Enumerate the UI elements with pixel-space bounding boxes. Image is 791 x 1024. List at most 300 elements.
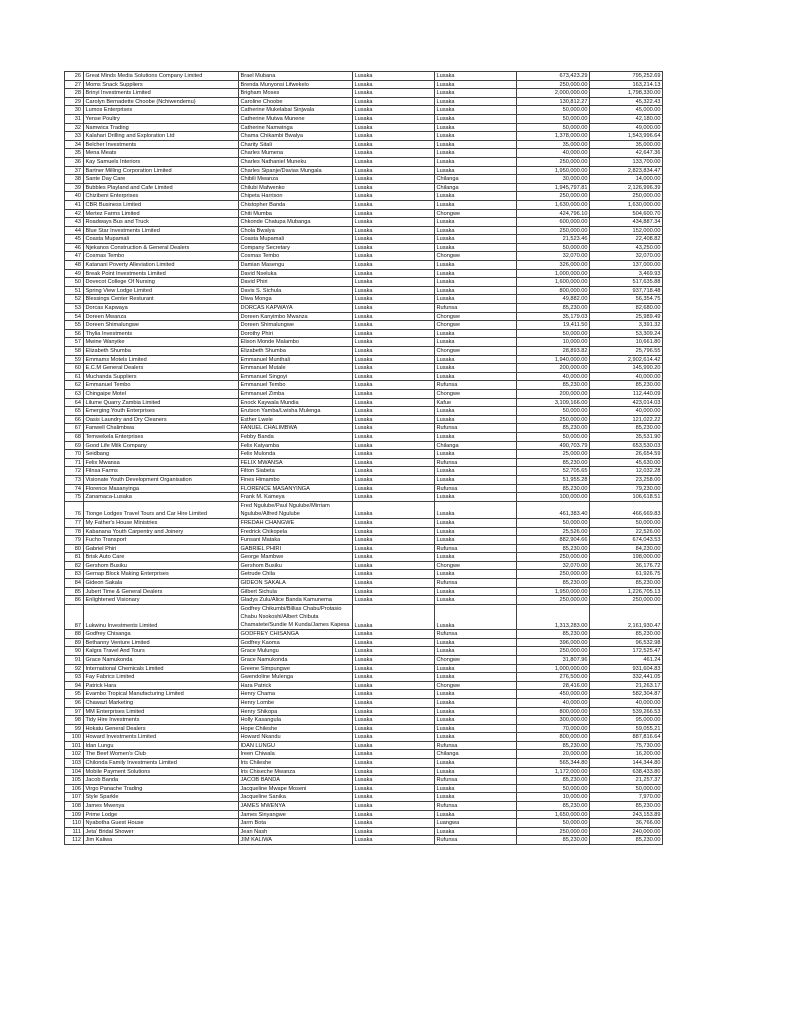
business-name-cell: Thylia Investments bbox=[84, 329, 239, 338]
business-name-cell: Jubert Time & General Dealers bbox=[84, 587, 239, 596]
table-row bbox=[65, 655, 663, 664]
province-cell: Lusaka bbox=[353, 123, 435, 132]
row-index-cell: 84 bbox=[65, 579, 84, 588]
table-row bbox=[65, 484, 663, 493]
table-row bbox=[65, 106, 663, 115]
amount-2-cell: 14,000.00 bbox=[590, 175, 663, 184]
owner-name-cell: Godfrey Chikumbi/Billias Chabu/Protasio Chabu Nsokoshi/Albert Chibuta Chamatete/Sundie M Kunda/James Kapesa bbox=[239, 604, 353, 629]
amount-1-cell: 565,344.80 bbox=[517, 759, 590, 768]
business-name-cell: Idan Lungu bbox=[84, 741, 239, 750]
province-cell: Lusaka bbox=[353, 175, 435, 184]
business-name-cell: Doreen Mwanza bbox=[84, 312, 239, 321]
province-cell: Lusaka bbox=[353, 321, 435, 330]
row-index-cell: 51 bbox=[65, 286, 84, 295]
province-cell: Lusaka bbox=[353, 553, 435, 562]
row-index-cell: 32 bbox=[65, 123, 84, 132]
business-name-cell: Bartner Milling Corporation Limited bbox=[84, 166, 239, 175]
row-index-cell: 56 bbox=[65, 329, 84, 338]
amount-2-cell: 10,661.80 bbox=[590, 338, 663, 347]
amount-2-cell: 1,226,705.13 bbox=[590, 587, 663, 596]
owner-name-cell: Gladys Zulu/Alice Banda Kamunema bbox=[239, 596, 353, 605]
district-cell: Rufunsa bbox=[435, 776, 517, 785]
table-row bbox=[65, 579, 663, 588]
owner-name-cell: Emmanuel Singoyi bbox=[239, 372, 353, 381]
province-cell: Lusaka bbox=[353, 596, 435, 605]
amount-2-cell: 653,530.03 bbox=[590, 441, 663, 450]
table-row bbox=[65, 132, 663, 141]
amount-2-cell: 504,600.70 bbox=[590, 209, 663, 218]
amount-2-cell: 85,230.00 bbox=[590, 579, 663, 588]
amount-1-cell: 490,703.79 bbox=[517, 441, 590, 450]
province-cell: Lusaka bbox=[353, 355, 435, 364]
amount-1-cell: 85,230.00 bbox=[517, 776, 590, 785]
table-row bbox=[65, 707, 663, 716]
table-row bbox=[65, 819, 663, 828]
business-name-cell: Brisk Auto Care bbox=[84, 553, 239, 562]
amount-1-cell: 326,000.00 bbox=[517, 261, 590, 270]
business-name-cell: Spring View Lodge Limited bbox=[84, 286, 239, 295]
amount-2-cell: 85,230.00 bbox=[590, 802, 663, 811]
district-cell: Rufunsa bbox=[435, 424, 517, 433]
amount-1-cell: 32,070.00 bbox=[517, 252, 590, 261]
row-index-cell: 77 bbox=[65, 518, 84, 527]
province-cell: Lusaka bbox=[353, 209, 435, 218]
amount-2-cell: 133,700.00 bbox=[590, 157, 663, 166]
business-name-cell: CBR Business Limited bbox=[84, 200, 239, 209]
district-cell: Rufunsa bbox=[435, 579, 517, 588]
table-row bbox=[65, 475, 663, 484]
table-row bbox=[65, 183, 663, 192]
row-index-cell: 41 bbox=[65, 200, 84, 209]
business-name-cell: Howard Investments Limited bbox=[84, 733, 239, 742]
amount-1-cell: 200,000.00 bbox=[517, 364, 590, 373]
district-cell: Lusaka bbox=[435, 226, 517, 235]
row-index-cell: 46 bbox=[65, 243, 84, 252]
row-index-cell: 35 bbox=[65, 149, 84, 158]
business-name-cell: Bubbles Playland and Cafe Limited bbox=[84, 183, 239, 192]
district-cell: Rufunsa bbox=[435, 630, 517, 639]
row-index-cell: 66 bbox=[65, 415, 84, 424]
district-cell: Lusaka bbox=[435, 80, 517, 89]
amount-1-cell: 85,230.00 bbox=[517, 484, 590, 493]
amount-2-cell: 45,322.43 bbox=[590, 97, 663, 106]
row-index-cell: 48 bbox=[65, 261, 84, 270]
amount-2-cell: 45,000.00 bbox=[590, 106, 663, 115]
owner-name-cell: David Nseluka bbox=[239, 269, 353, 278]
district-cell: Lusaka bbox=[435, 707, 517, 716]
owner-name-cell: Chiti Mumba bbox=[239, 209, 353, 218]
business-name-cell: Chizibeni Enterprises bbox=[84, 192, 239, 201]
amount-1-cell: 250,000.00 bbox=[517, 570, 590, 579]
table-row bbox=[65, 200, 663, 209]
amount-1-cell: 52,705.65 bbox=[517, 467, 590, 476]
amount-1-cell: 450,000.00 bbox=[517, 690, 590, 699]
amount-1-cell: 2,000,000.00 bbox=[517, 89, 590, 98]
business-name-cell: Emmanuel Tembo bbox=[84, 381, 239, 390]
district-cell: Lusaka bbox=[435, 218, 517, 227]
owner-name-cell: GIDEON SAKALA bbox=[239, 579, 353, 588]
district-cell: Lusaka bbox=[435, 286, 517, 295]
owner-name-cell: Grace Mulungu bbox=[239, 647, 353, 656]
province-cell: Lusaka bbox=[353, 149, 435, 158]
amount-1-cell: 50,000.00 bbox=[517, 784, 590, 793]
district-cell: Chongwe bbox=[435, 321, 517, 330]
business-name-cell: Fanwell Chalimbwa bbox=[84, 424, 239, 433]
amount-1-cell: 85,230.00 bbox=[517, 458, 590, 467]
amount-1-cell: 35,000.00 bbox=[517, 140, 590, 149]
amount-1-cell: 28,416.00 bbox=[517, 681, 590, 690]
district-cell: Chongwe bbox=[435, 312, 517, 321]
table-row bbox=[65, 166, 663, 175]
owner-name-cell: Ireen Chiwala bbox=[239, 750, 353, 759]
table-row bbox=[65, 664, 663, 673]
row-index-cell: 104 bbox=[65, 767, 84, 776]
amount-1-cell: 32,070.00 bbox=[517, 561, 590, 570]
amount-2-cell: 12,032.28 bbox=[590, 467, 663, 476]
amount-1-cell: 200,000.00 bbox=[517, 389, 590, 398]
row-index-cell: 83 bbox=[65, 570, 84, 579]
row-index-cell: 74 bbox=[65, 484, 84, 493]
amount-2-cell: 434,887.34 bbox=[590, 218, 663, 227]
table-row bbox=[65, 218, 663, 227]
table-row bbox=[65, 802, 663, 811]
amount-2-cell: 23,258.00 bbox=[590, 475, 663, 484]
business-name-cell: Mobile Payment Solutions bbox=[84, 767, 239, 776]
amount-1-cell: 1,940,000.00 bbox=[517, 355, 590, 364]
district-cell: Chilanga bbox=[435, 750, 517, 759]
table-row bbox=[65, 647, 663, 656]
row-index-cell: 68 bbox=[65, 432, 84, 441]
table-row bbox=[65, 716, 663, 725]
business-name-cell: Gernap Block Making Enterprises bbox=[84, 570, 239, 579]
table-row bbox=[65, 304, 663, 313]
amount-2-cell: 106,618.51 bbox=[590, 493, 663, 502]
amount-1-cell: 31,807.96 bbox=[517, 655, 590, 664]
business-name-cell: Coasta Mupamali bbox=[84, 235, 239, 244]
business-name-cell: Chawazi Marketing bbox=[84, 698, 239, 707]
amount-1-cell: 673,423.29 bbox=[517, 72, 590, 81]
amount-1-cell: 1,378,000.00 bbox=[517, 132, 590, 141]
table-row bbox=[65, 784, 663, 793]
province-cell: Lusaka bbox=[353, 415, 435, 424]
amount-1-cell: 50,000.00 bbox=[517, 106, 590, 115]
row-index-cell: 45 bbox=[65, 235, 84, 244]
owner-name-cell: Catherine Namwinga bbox=[239, 123, 353, 132]
amount-2-cell: 96,532.98 bbox=[590, 638, 663, 647]
business-name-cell: Break Point Investments Limited bbox=[84, 269, 239, 278]
table-row bbox=[65, 432, 663, 441]
amount-2-cell: 21,263.17 bbox=[590, 681, 663, 690]
district-cell: Lusaka bbox=[435, 759, 517, 768]
owner-name-cell: Caroline Choobe bbox=[239, 97, 353, 106]
province-cell: Lusaka bbox=[353, 295, 435, 304]
business-name-cell: Godfrey Chisanga bbox=[84, 630, 239, 639]
owner-name-cell: Dorothy Phiri bbox=[239, 329, 353, 338]
amount-1-cell: 10,000.00 bbox=[517, 338, 590, 347]
table-row bbox=[65, 364, 663, 373]
business-name-cell: Seidbang bbox=[84, 450, 239, 459]
table-row bbox=[65, 741, 663, 750]
district-cell: Lusaka bbox=[435, 295, 517, 304]
row-index-cell: 93 bbox=[65, 673, 84, 682]
amount-2-cell: 163,214.13 bbox=[590, 80, 663, 89]
business-name-cell: Kabanana Youth Carpentry and Joinery bbox=[84, 527, 239, 536]
owner-name-cell: George Mambwe bbox=[239, 553, 353, 562]
business-name-cell: Fay Fabrics Limited bbox=[84, 673, 239, 682]
province-cell: Lusaka bbox=[353, 235, 435, 244]
province-cell: Lusaka bbox=[353, 716, 435, 725]
row-index-cell: 55 bbox=[65, 321, 84, 330]
business-name-cell: Enlightened Visionary bbox=[84, 596, 239, 605]
owner-name-cell: JIM KALIWA bbox=[239, 836, 353, 845]
amount-2-cell: 3,469.93 bbox=[590, 269, 663, 278]
province-cell: Lusaka bbox=[353, 304, 435, 313]
business-name-cell: Dovecot College Of Nursing bbox=[84, 278, 239, 287]
row-index-cell: 73 bbox=[65, 475, 84, 484]
amount-2-cell: 36,176.72 bbox=[590, 561, 663, 570]
amount-1-cell: 250,000.00 bbox=[517, 415, 590, 424]
owner-name-cell: Elizabeth Shumba bbox=[239, 347, 353, 356]
owner-name-cell: Greene Simpungwe bbox=[239, 664, 353, 673]
province-cell: Lusaka bbox=[353, 784, 435, 793]
owner-name-cell: Gershom Busiku bbox=[239, 561, 353, 570]
amount-2-cell: 198,000.00 bbox=[590, 553, 663, 562]
owner-name-cell: Gilbert Sichula bbox=[239, 587, 353, 596]
table-row bbox=[65, 441, 663, 450]
owner-name-cell: IDAN LUNGU bbox=[239, 741, 353, 750]
amount-1-cell: 50,000.00 bbox=[517, 243, 590, 252]
table-row bbox=[65, 252, 663, 261]
amount-1-cell: 1,172,000.00 bbox=[517, 767, 590, 776]
row-index-cell: 37 bbox=[65, 166, 84, 175]
owner-name-cell: Fines Himambo bbox=[239, 475, 353, 484]
business-name-cell: Visionate Youth Development Organisation bbox=[84, 475, 239, 484]
province-cell: Lusaka bbox=[353, 450, 435, 459]
province-cell: Lusaka bbox=[353, 724, 435, 733]
table-row bbox=[65, 424, 663, 433]
district-cell: Lusaka bbox=[435, 596, 517, 605]
district-cell: Rufunsa bbox=[435, 802, 517, 811]
table-row bbox=[65, 72, 663, 81]
amount-2-cell: 1,630,000.00 bbox=[590, 200, 663, 209]
row-index-cell: 63 bbox=[65, 389, 84, 398]
province-cell: Lusaka bbox=[353, 252, 435, 261]
province-cell: Lusaka bbox=[353, 793, 435, 802]
district-cell: Lusaka bbox=[435, 793, 517, 802]
province-cell: Lusaka bbox=[353, 200, 435, 209]
amount-2-cell: 539,266.53 bbox=[590, 707, 663, 716]
table-row bbox=[65, 140, 663, 149]
district-cell: Lusaka bbox=[435, 475, 517, 484]
row-index-cell: 75 bbox=[65, 493, 84, 502]
province-cell: Lusaka bbox=[353, 424, 435, 433]
row-index-cell: 49 bbox=[65, 269, 84, 278]
amount-2-cell: 22,526.00 bbox=[590, 527, 663, 536]
owner-name-cell: Iris Chileshe bbox=[239, 759, 353, 768]
table-row bbox=[65, 544, 663, 553]
province-cell: Lusaka bbox=[353, 767, 435, 776]
row-index-cell: 42 bbox=[65, 209, 84, 218]
province-cell: Lusaka bbox=[353, 664, 435, 673]
province-cell: Lusaka bbox=[353, 97, 435, 106]
province-cell: Lusaka bbox=[353, 733, 435, 742]
amount-2-cell: 332,441.05 bbox=[590, 673, 663, 682]
business-name-cell: Zanamaca-Lusaka bbox=[84, 493, 239, 502]
table-row bbox=[65, 750, 663, 759]
province-cell: Lusaka bbox=[353, 741, 435, 750]
row-index-cell: 65 bbox=[65, 407, 84, 416]
owner-name-cell: FELIX MWANSA bbox=[239, 458, 353, 467]
table-row bbox=[65, 89, 663, 98]
district-cell: Rufunsa bbox=[435, 484, 517, 493]
table-row bbox=[65, 518, 663, 527]
row-index-cell: 29 bbox=[65, 97, 84, 106]
table-row bbox=[65, 329, 663, 338]
table-row bbox=[65, 321, 663, 330]
business-name-cell: Felix Mwansa bbox=[84, 458, 239, 467]
amount-1-cell: 85,230.00 bbox=[517, 304, 590, 313]
amount-2-cell: 7,970.00 bbox=[590, 793, 663, 802]
table-row bbox=[65, 226, 663, 235]
amount-2-cell: 795,252.69 bbox=[590, 72, 663, 81]
row-index-cell: 33 bbox=[65, 132, 84, 141]
table-row bbox=[65, 638, 663, 647]
row-index-cell: 100 bbox=[65, 733, 84, 742]
owner-name-cell: Esther Lwele bbox=[239, 415, 353, 424]
province-cell: Lusaka bbox=[353, 467, 435, 476]
amount-2-cell: 887,816.64 bbox=[590, 733, 663, 742]
row-index-cell: 95 bbox=[65, 690, 84, 699]
business-name-cell: Prime Lodge bbox=[84, 810, 239, 819]
amount-2-cell: 931,604.83 bbox=[590, 664, 663, 673]
business-name-cell: Lukwinu Investments Limited bbox=[84, 604, 239, 629]
amount-2-cell: 35,000.00 bbox=[590, 140, 663, 149]
row-index-cell: 86 bbox=[65, 596, 84, 605]
amount-2-cell: 16,200.00 bbox=[590, 750, 663, 759]
business-name-cell: Doreen Shimalungwe bbox=[84, 321, 239, 330]
amount-1-cell: 800,000.00 bbox=[517, 286, 590, 295]
amount-2-cell: 172,525.47 bbox=[590, 647, 663, 656]
district-cell: Lusaka bbox=[435, 123, 517, 132]
province-cell: Lusaka bbox=[353, 407, 435, 416]
row-index-cell: 107 bbox=[65, 793, 84, 802]
district-cell: Rufunsa bbox=[435, 544, 517, 553]
district-cell: Lusaka bbox=[435, 587, 517, 596]
amount-2-cell: 582,304.87 bbox=[590, 690, 663, 699]
province-cell: Lusaka bbox=[353, 166, 435, 175]
amount-2-cell: 461.24 bbox=[590, 655, 663, 664]
amount-1-cell: 800,000.00 bbox=[517, 707, 590, 716]
province-cell: Lusaka bbox=[353, 312, 435, 321]
row-index-cell: 47 bbox=[65, 252, 84, 261]
business-name-cell: Jeta' Bridal Shower bbox=[84, 827, 239, 836]
amount-2-cell: 144,344.80 bbox=[590, 759, 663, 768]
table-row bbox=[65, 458, 663, 467]
table-row bbox=[65, 673, 663, 682]
business-name-cell: My Father's House Ministries bbox=[84, 518, 239, 527]
row-index-cell: 97 bbox=[65, 707, 84, 716]
amount-2-cell: 49,000.00 bbox=[590, 123, 663, 132]
business-name-cell: Carolyn Bernadette Choobe (Nchiwendemu) bbox=[84, 97, 239, 106]
amount-1-cell: 30,000.00 bbox=[517, 175, 590, 184]
province-cell: Lusaka bbox=[353, 698, 435, 707]
amount-1-cell: 1,313,283.00 bbox=[517, 604, 590, 629]
row-index-cell: 44 bbox=[65, 226, 84, 235]
owner-name-cell: GABRIEL PHIRI bbox=[239, 544, 353, 553]
amount-1-cell: 28,893.82 bbox=[517, 347, 590, 356]
province-cell: Lusaka bbox=[353, 802, 435, 811]
province-cell: Lusaka bbox=[353, 561, 435, 570]
district-cell: Lusaka bbox=[435, 604, 517, 629]
owner-name-cell: Jean Nash bbox=[239, 827, 353, 836]
row-index-cell: 69 bbox=[65, 441, 84, 450]
table-row bbox=[65, 810, 663, 819]
owner-name-cell: Holly Kasangula bbox=[239, 716, 353, 725]
owner-name-cell: Chilubi Mafwenko bbox=[239, 183, 353, 192]
province-cell: Lusaka bbox=[353, 570, 435, 579]
business-name-cell: Evambo Tropical Manufacturing Limited bbox=[84, 690, 239, 699]
province-cell: Lusaka bbox=[353, 836, 435, 845]
amount-1-cell: 85,230.00 bbox=[517, 381, 590, 390]
owner-name-cell: Grace Namukonda bbox=[239, 655, 353, 664]
owner-name-cell: David Phiri bbox=[239, 278, 353, 287]
amount-2-cell: 35,531.90 bbox=[590, 432, 663, 441]
owner-name-cell: Brenda Munyonsi Lifwekelo bbox=[239, 80, 353, 89]
owner-name-cell: Chibili Mwanza bbox=[239, 175, 353, 184]
row-index-cell: 87 bbox=[65, 604, 84, 629]
row-index-cell: 34 bbox=[65, 140, 84, 149]
amount-2-cell: 240,000.00 bbox=[590, 827, 663, 836]
row-index-cell: 28 bbox=[65, 89, 84, 98]
table-row bbox=[65, 527, 663, 536]
owner-name-cell: Damian Masengu bbox=[239, 261, 353, 270]
table-row bbox=[65, 793, 663, 802]
business-name-cell: Florence Masanyinga bbox=[84, 484, 239, 493]
province-cell: Lusaka bbox=[353, 484, 435, 493]
district-cell: Chongwe bbox=[435, 681, 517, 690]
owner-name-cell: Brael Mubana bbox=[239, 72, 353, 81]
row-index-cell: 105 bbox=[65, 776, 84, 785]
table-row bbox=[65, 80, 663, 89]
amount-2-cell: 40,000.00 bbox=[590, 407, 663, 416]
district-cell: Chongwe bbox=[435, 655, 517, 664]
district-cell: Lusaka bbox=[435, 716, 517, 725]
amount-2-cell: 2,161,930.47 bbox=[590, 604, 663, 629]
amount-1-cell: 40,000.00 bbox=[517, 698, 590, 707]
owner-name-cell: FANUEL CHALIMBWA bbox=[239, 424, 353, 433]
amount-1-cell: 250,000.00 bbox=[517, 192, 590, 201]
business-name-cell: E.C.M General Dealers bbox=[84, 364, 239, 373]
district-cell: Rufunsa bbox=[435, 458, 517, 467]
province-cell: Lusaka bbox=[353, 810, 435, 819]
province-cell: Lusaka bbox=[353, 501, 435, 518]
business-name-cell: Chingaipe Motel bbox=[84, 389, 239, 398]
amount-1-cell: 130,812.27 bbox=[517, 97, 590, 106]
amount-1-cell: 85,230.00 bbox=[517, 802, 590, 811]
amount-1-cell: 85,230.00 bbox=[517, 424, 590, 433]
province-cell: Lusaka bbox=[353, 681, 435, 690]
district-cell: Lusaka bbox=[435, 673, 517, 682]
amount-2-cell: 26,654.59 bbox=[590, 450, 663, 459]
owner-name-cell: Brigham Moses bbox=[239, 89, 353, 98]
province-cell: Lusaka bbox=[353, 347, 435, 356]
amount-2-cell: 75,730.00 bbox=[590, 741, 663, 750]
province-cell: Lusaka bbox=[353, 329, 435, 338]
table-row bbox=[65, 355, 663, 364]
district-cell: Chongwe bbox=[435, 347, 517, 356]
business-name-cell: Gideon Sakala bbox=[84, 579, 239, 588]
amount-2-cell: 152,000.00 bbox=[590, 226, 663, 235]
